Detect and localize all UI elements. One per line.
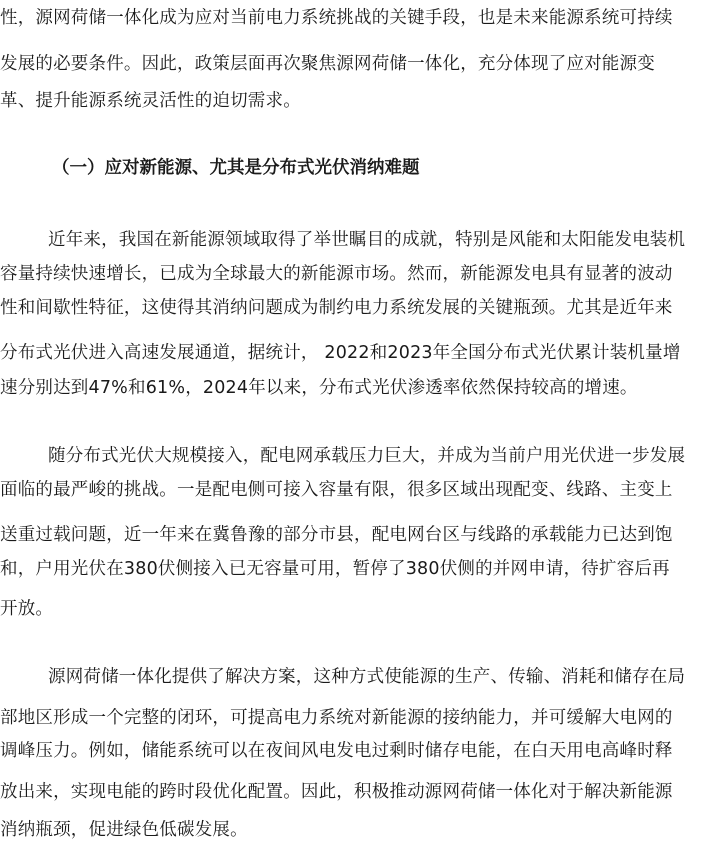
paragraph2-line-4: 和，户用光伏在380伏侧接入已无容量可用，暂停了380伏侧的并网申请，待扩容后再 [0, 559, 670, 579]
paragraph3-line-1: 源网荷储一体化提供了解决方案，这种方式使能源的生产、传输、消耗和储存在局 [48, 667, 686, 687]
paragraph2-line-5: 开放。 [0, 599, 54, 619]
paragraph3-line-3: 调峰压力。例如，储能系统可以在夜间风电发电过剩时储存电能，在白天用电高峰时释 [0, 741, 673, 761]
intro-line-2: 发展的必要条件。因此，政策层面再次聚焦源网荷储一体化，充分体现了应对能源变 [0, 54, 655, 74]
paragraph1-line-4: 分布式光伏进入高速发展通道，据统计， 2022和2023年全国分布式光伏累计装机量增 [0, 343, 681, 363]
intro-line-1: 性，源网荷储一体化成为应对当前电力系统挑战的关键手段，也是未来能源系统可持续 [0, 8, 673, 28]
paragraph1-line-1: 近年来，我国在新能源领域取得了举世瞩目的成就，特别是风能和太阳能发电装机 [48, 230, 686, 250]
paragraph1-line-2: 容量持续快速增长，已成为全球最大的新能源市场。然而，新能源发电具有显著的波动 [0, 264, 673, 284]
paragraph3-line-4: 放出来，实现电能的跨时段优化配置。因此，积极推动源网荷储一体化对于解决新能源 [0, 782, 673, 802]
paragraph2-line-1: 随分布式光伏大规模接入，配电网承载压力巨大，并成为当前户用光伏进一步发展 [48, 446, 686, 466]
intro-line-3: 革、提升能源系统灵活性的迫切需求。 [0, 91, 301, 111]
paragraph3-line-5: 消纳瓶颈，促进绿色低碳发展。 [0, 820, 248, 840]
paragraph2-line-2: 面临的最严峻的挑战。一是配电侧可接入容量有限，很多区域出现配变、线路、主变上 [0, 480, 673, 500]
paragraph2-line-3: 送重过载问题，近一年来在冀鲁豫的部分市县，配电网台区与线路的承载能力已达到饱 [0, 525, 673, 545]
paragraph3-line-2: 部地区形成一个完整的闭环，可提高电力系统对新能源的接纳能力，并可缓解大电网的 [0, 708, 673, 728]
paragraph1-line-3: 性和间歇性特征，这使得其消纳问题成为制约电力系统发展的关键瓶颈。尤其是近年来 [0, 298, 673, 318]
section-heading: （一）应对新能源、尤其是分布式光伏消纳难题 [52, 158, 420, 178]
paragraph1-line-5: 速分别达到47%和61%，2024年以来，分布式光伏渗透率依然保持较高的增速。 [0, 378, 638, 398]
